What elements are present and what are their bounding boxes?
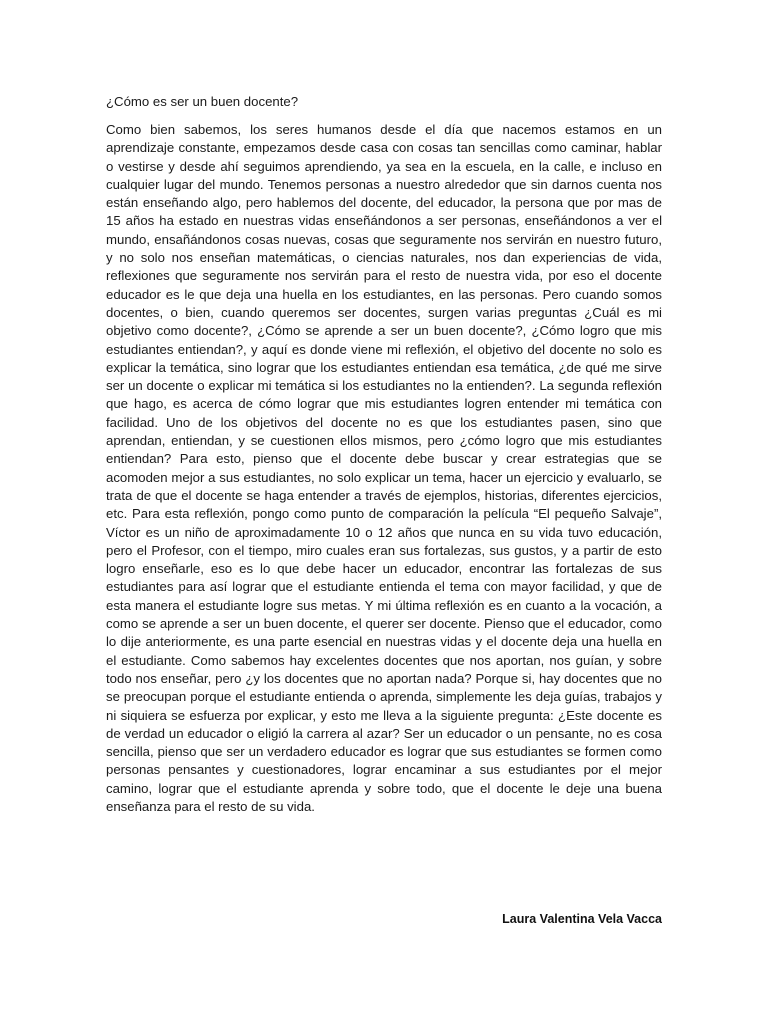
author-signature: Laura Valentina Vela Vacca [502, 912, 662, 926]
document-body: Como bien sabemos, los seres humanos desde el día que nacemos estamos en un aprendizaje constante, empezamos desde casa con cosas tan sencillas como caminar, hablar o vestirse y desde ahí seguimos aprendiendo, ya sea en la escuela, en la calle, e incluso en cualquier lugar del mundo. Tenemos personas a nuestro alrededor que sin darnos cuenta nos están enseñando algo, pero hablemos del docente, del educador, la persona que por mas de 15 años ha estado en nuestras vidas enseñándonos a ser personas, enseñándonos a ver el mundo, ensañándonos cosas nuevas, cosas que seguramente nos servirán en nuestro futuro, y no solo nos enseñan matemáticas, o ciencias naturales, nos dan experiencias de vida, reflexiones que seguramente nos servirán para el resto de nuestra vida, por eso el docente educador es le que deja una huella en los estudiantes, en las personas. Pero cuando somos docentes, o bien, cuando queremos ser docentes, surgen varias preguntas ¿Cuál es mi objetivo como docente?, ¿Cómo se aprende a ser un buen docente?, ¿Cómo logro que mis estudiantes entiendan?, y aquí es donde viene mi reflexión, el objetivo del docente no solo es explicar la temática, sino lograr que los estudiantes entiendan esa temática, ¿de qué me sirve ser un docente o explicar mi temática si los estudiantes no la entienden?. La segunda reflexión que hago, es acerca de cómo lograr que mis estudiantes logren entender mi temática con facilidad. Uno de los objetivos del docente no es que los estudiantes pasen, sino que aprendan, entiendan, y se cuestionen ellos mismos, pero ¿cómo logro que mis estudiantes entiendan? Para esto, pienso que el docente debe buscar y crear estrategias que se acomoden mejor a sus estudiantes, no solo explicar un tema, hacer un ejercicio y evaluarlo, se trata de que el docente se haga entender a través de ejemplos, historias, diferentes ejercicios, etc. Para esta reflexión, pongo como punto de comparación la película “El pequeño Salvaje”, Víctor es un niño de aproximadamente 10 o 12 años que nunca en su vida tuvo educación, pero el Profesor, con el tiempo, miro cuales eran sus fortalezas, sus gustos, y a partir de esto logro enseñarle, eso es lo que debe hacer un educador, encontrar las fortalezas de sus estudiantes para así lograr que el estudiante entienda el tema con mayor facilidad, y que de esta manera el estudiante logre sus metas. Y mi última reflexión es en cuanto a la vocación, a como se aprende a ser un buen docente, el querer ser docente. Pienso que el educador, como lo dije anteriormente, es una parte esencial en nuestras vidas y el docente deja una huella en el estudiante. Como sabemos hay excelentes docentes que nos aportan, nos guían, y sobre todo nos enseñar, pero ¿y los docentes que no aportan nada? Porque si, hay docentes que no se preocupan porque el estudiante entienda o aprenda, simplemente les deja guías, trabajos y ni siquiera se esfuerza por explicar, y esto me lleva a la siguiente pregunta: ¿Este docente es de verdad un educador o eligió la carrera al azar? Ser un educador o un pensante, no es cosa sencilla, pienso que ser un verdadero educador es lograr que sus estudiantes se formen como personas pensantes y cuestionadores, lograr encaminar a sus estudiantes por el mejor camino, lograr que el estudiante aprenda y sobre todo, que el docente le deje una buena enseñanza para el resto de su vida. [106, 122, 662, 814]
document-title: ¿Cómo es ser un buen docente? [106, 94, 299, 109]
